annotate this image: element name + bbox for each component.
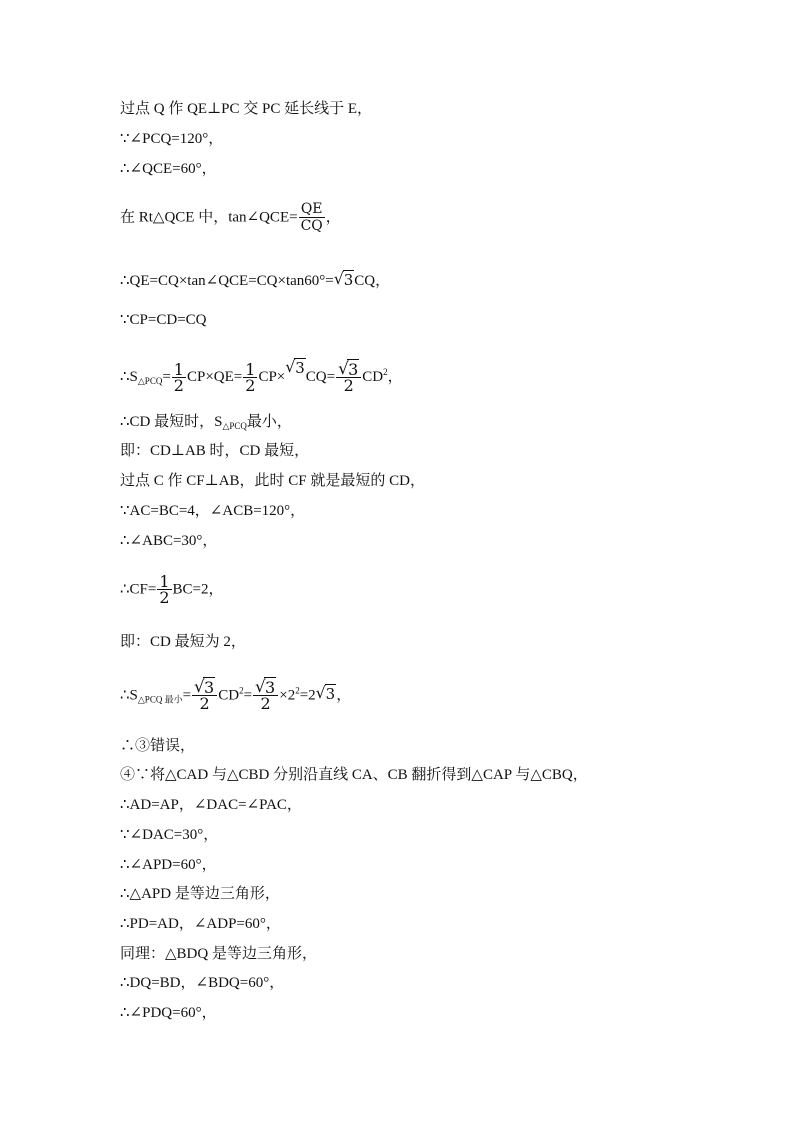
- text: CD: [218, 687, 240, 704]
- fraction: [157, 574, 171, 606]
- denominator: CQ: [300, 218, 323, 234]
- line-24: ∴DQ=BD，∠BDQ=60°，: [120, 975, 285, 991]
- line-14: 即：CD 最短为 2，: [120, 634, 246, 650]
- radical: [316, 684, 337, 704]
- line-8: [120, 412, 292, 436]
- radicand: 3: [348, 359, 359, 379]
- radical: [285, 358, 306, 378]
- line-23: 同理：△BDQ 是等边三角形，: [120, 946, 317, 962]
- text: CP×: [258, 369, 286, 385]
- numerator: 1: [245, 359, 256, 379]
- text: CQ，: [354, 273, 391, 289]
- line-9: 即：CD⊥AB 时，CD 最短，: [120, 443, 310, 459]
- numerator: 1: [159, 572, 170, 591]
- text: ∴S: [120, 687, 138, 704]
- line-11: ∵AC=BC=4，∠ACB=120°，: [120, 503, 306, 519]
- line-1: 过点 Q 作 QE⊥PC 交 PC 延长线于 E，: [120, 101, 373, 117]
- superscript: 2: [239, 685, 244, 696]
- text: =: [182, 687, 192, 704]
- numerator: [336, 359, 361, 379]
- numerator: [253, 680, 278, 695]
- text: CD: [362, 369, 384, 385]
- line-17: ④∵将△CAD 与△CBD 分别沿直线 CA、CB 翻折得到△CAP 与△CBQ，: [120, 767, 588, 783]
- line-19: ∵∠DAC=30°，: [120, 827, 219, 843]
- radicand: 3: [343, 271, 354, 289]
- text: =: [243, 687, 253, 704]
- line-10: 过点 C 作 CF⊥AB，此时 CF 就是最短的 CD，: [120, 473, 425, 489]
- line-13: [120, 574, 224, 606]
- text: ，: [387, 369, 403, 385]
- text: ∴QE=CQ×tan∠QCE=CQ×tan60°=: [120, 273, 334, 289]
- fraction: [336, 359, 361, 395]
- superscript: 2: [383, 367, 388, 377]
- line-20: ∴∠APD=60°，: [120, 857, 217, 873]
- text: =2: [299, 687, 316, 704]
- line-15: [120, 680, 351, 712]
- line-6: ∵CP=CD=CQ: [120, 312, 207, 328]
- radical: [255, 680, 276, 695]
- line-7: [120, 358, 403, 394]
- text: 在 Rt△QCE 中，tan∠QCE=: [120, 209, 298, 226]
- radicand: 3: [204, 678, 215, 697]
- superscript: 2: [295, 685, 300, 696]
- text: ，: [325, 209, 341, 226]
- text: ∴CF=: [120, 581, 157, 598]
- radical: [338, 359, 359, 379]
- line-21: ∴△APD 是等边三角形，: [120, 886, 280, 902]
- line-25: ∴∠PDQ=60°，: [120, 1005, 217, 1021]
- fraction: [243, 359, 257, 395]
- text: CP×QE=: [186, 369, 243, 385]
- numerator: [192, 680, 217, 695]
- denominator: 2: [336, 377, 361, 394]
- line-3: ∴∠QCE=60°，: [120, 161, 217, 177]
- denominator: 2: [173, 375, 184, 395]
- line-4: [120, 202, 341, 234]
- radical: [194, 680, 215, 695]
- fraction: [192, 680, 217, 712]
- text: BC=2，: [172, 581, 224, 598]
- denominator: 2: [245, 375, 256, 395]
- radicand: 3: [265, 678, 276, 697]
- text: ，: [336, 687, 352, 704]
- text: ×2: [279, 687, 296, 704]
- text: 最小，: [246, 414, 292, 430]
- line-18: ∴AD=AP，∠DAC=∠PAC，: [120, 797, 302, 813]
- subscript: △PCQ: [222, 421, 247, 431]
- line-16: ∴③错误，: [120, 738, 196, 754]
- text: ∴S: [120, 369, 138, 385]
- denominator: 2: [253, 695, 278, 712]
- fraction: [253, 680, 278, 712]
- denominator: 2: [159, 588, 170, 607]
- line-5: [120, 270, 390, 291]
- denominator: 2: [192, 695, 217, 712]
- line-22: ∴PD=AD，∠ADP=60°，: [120, 916, 281, 932]
- subscript: △PCQ: [137, 376, 163, 386]
- numerator: QE: [300, 201, 323, 217]
- subscript: △PCQ 最小: [137, 694, 183, 705]
- text: CQ=: [305, 369, 336, 385]
- text: =: [162, 369, 171, 385]
- radical: [334, 270, 355, 290]
- numerator: 1: [173, 359, 184, 379]
- line-12: ∴∠ABC=30°，: [120, 533, 218, 549]
- radicand: 3: [325, 685, 336, 704]
- fraction: [299, 202, 325, 234]
- fraction: [172, 359, 186, 395]
- radicand: 3: [295, 359, 305, 377]
- text: ∴CD 最短时，S: [120, 414, 223, 430]
- line-2: ∵∠PCQ=120°，: [120, 131, 224, 147]
